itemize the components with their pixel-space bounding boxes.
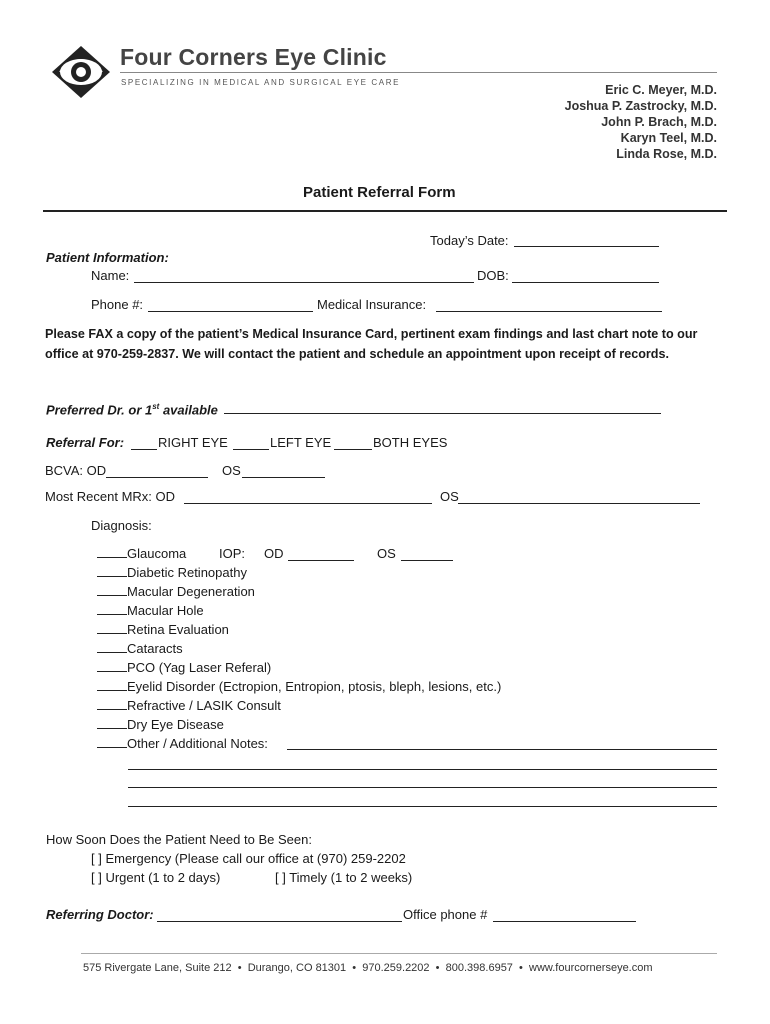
footer-website[interactable]: www.fourcornerseye.com [529, 962, 653, 974]
diagnosis-label: Dry Eye Disease [127, 717, 224, 732]
diagnosis-label: Macular Hole [127, 603, 204, 618]
diagnosis-item [97, 622, 229, 638]
diagnosis-heading: Diagnosis: [91, 518, 152, 533]
footer-city: Durango, CO 81301 [247, 962, 347, 974]
mrx-os-field[interactable] [458, 503, 700, 504]
left-eye-label: LEFT EYE [270, 435, 332, 450]
diagnosis-item [97, 603, 204, 619]
both-eyes-checkbox[interactable] [334, 449, 372, 450]
diagnosis-item [97, 641, 183, 657]
right-eye-checkbox[interactable] [131, 449, 157, 450]
clinic-logo-icon [50, 44, 112, 100]
referral-for-label: Referral For: [46, 435, 125, 450]
dob-field[interactable] [512, 282, 659, 283]
iop-os-field[interactable] [401, 560, 453, 561]
bcva-os-field[interactable] [242, 477, 325, 478]
mrx-od-field[interactable] [184, 503, 432, 504]
notes-line[interactable] [128, 806, 717, 807]
todays-date-field[interactable] [514, 246, 659, 247]
how-soon-heading: How Soon Does the Patient Need to Be Seen: [46, 832, 312, 847]
diagnosis-checkbox[interactable] [97, 622, 127, 634]
mrx-os-label: OS [440, 489, 459, 504]
diagnosis-label: Eyelid Disorder (Ectropion, Entropion, ptosis, bleph, lesions, etc.) [127, 679, 502, 694]
diagnosis-item [97, 660, 271, 676]
diagnosis-item [97, 584, 255, 600]
bullet-icon: • [516, 962, 526, 974]
title-rule [43, 210, 727, 212]
preferred-doctor-label: Preferred Dr. or 1st available [46, 402, 218, 418]
urgent-option[interactable]: [ ] Urgent (1 to 2 days) [91, 870, 221, 885]
iop-label: IOP: [219, 546, 246, 561]
timely-option[interactable]: [ ] Timely (1 to 2 weeks) [275, 870, 413, 885]
diagnosis-label: Glaucoma [127, 546, 187, 561]
notes-line[interactable] [128, 787, 717, 788]
diagnosis-checkbox[interactable] [97, 717, 127, 729]
right-eye-label: RIGHT EYE [158, 435, 228, 450]
footer-tollfree: 800.398.6957 [445, 962, 513, 974]
fax-notice: Please FAX a copy of the patient’s Medical Insurance Card, pertinent exam findings and last chart note to our office at 970-259-2837. We will contact the patient and schedule an appointment upon receipt of records. [45, 327, 698, 361]
diagnosis-item-other [97, 736, 268, 752]
diagnosis-checkbox[interactable] [97, 584, 127, 596]
form-title: Patient Referral Form [303, 184, 456, 201]
insurance-label: Medical Insurance: [317, 297, 427, 312]
diagnosis-label: Cataracts [127, 641, 183, 656]
diagnosis-item-glaucoma [97, 546, 186, 562]
patient-info-heading: Patient Information: [46, 250, 169, 265]
footer-rule [81, 953, 717, 954]
diagnosis-checkbox[interactable] [97, 679, 127, 691]
footer-phone: 970.259.2202 [362, 962, 430, 974]
notes-line[interactable] [287, 749, 717, 750]
diagnosis-label: PCO (Yag Laser Referal) [127, 660, 272, 675]
mrx-label: Most Recent MRx: OD [45, 489, 176, 504]
diagnosis-checkbox[interactable] [97, 565, 127, 577]
diagnosis-label: Macular Degeneration [127, 584, 255, 599]
clinic-tagline: SPECIALIZING IN MEDICAL AND SURGICAL EYE CARE [121, 78, 401, 87]
phone-label: Phone #: [91, 297, 144, 312]
iop-os-label: OS [377, 546, 396, 561]
diagnosis-item [97, 717, 224, 733]
name-field[interactable] [134, 282, 474, 283]
diagnosis-checkbox[interactable] [97, 641, 127, 653]
referring-doctor-field[interactable] [157, 921, 402, 922]
diagnosis-item [97, 679, 501, 695]
office-phone-field[interactable] [493, 921, 636, 922]
bcva-od-field[interactable] [106, 477, 208, 478]
notes-line[interactable] [128, 769, 717, 770]
preferred-doctor-field[interactable] [224, 413, 661, 414]
diagnosis-label: Refractive / LASIK Consult [127, 698, 281, 713]
doctor-name: Eric C. Meyer, M.D. [605, 83, 717, 97]
diagnosis-checkbox[interactable] [97, 660, 127, 672]
diagnosis-item [97, 565, 247, 581]
name-label: Name: [91, 268, 130, 283]
doctor-name: John P. Brach, M.D. [601, 115, 717, 129]
iop-od-field[interactable] [288, 560, 354, 561]
doctor-list [565, 82, 717, 162]
diagnosis-checkbox[interactable] [97, 736, 127, 748]
referring-doctor-label: Referring Doctor: [46, 907, 154, 922]
bcva-os-label: OS [222, 463, 241, 478]
footer-contact [83, 962, 653, 974]
emergency-option[interactable]: [ ] Emergency (Please call our office at (970) 259-2202 [91, 851, 406, 866]
diagnosis-label: Other / Additional Notes: [127, 736, 268, 751]
iop-od-label: OD [264, 546, 284, 561]
bullet-icon: • [432, 962, 443, 974]
diagnosis-checkbox[interactable] [97, 603, 127, 615]
diagnosis-checkbox[interactable] [97, 546, 127, 558]
clinic-name: Four Corners Eye Clinic [120, 44, 387, 70]
both-eyes-label: BOTH EYES [373, 435, 448, 450]
doctor-name: Karyn Teel, M.D. [620, 131, 717, 145]
footer-address: 575 Rivergate Lane, Suite 212 [83, 962, 232, 974]
office-phone-label: Office phone # [403, 907, 488, 922]
diagnosis-checkbox[interactable] [97, 698, 127, 710]
header-rule [120, 72, 717, 73]
diagnosis-label: Diabetic Retinopathy [127, 565, 247, 580]
doctor-name: Linda Rose, M.D. [616, 147, 717, 161]
bullet-icon: • [349, 962, 360, 974]
insurance-field[interactable] [436, 311, 662, 312]
diagnosis-item [97, 698, 281, 714]
left-eye-checkbox[interactable] [233, 449, 269, 450]
diagnosis-label: Retina Evaluation [127, 622, 229, 637]
dob-label: DOB: [477, 268, 509, 283]
bcva-label: BCVA: OD [45, 463, 107, 478]
phone-field[interactable] [148, 311, 313, 312]
bullet-icon: • [234, 962, 245, 974]
todays-date-label: Today’s Date: [430, 233, 509, 248]
doctor-name: Joshua P. Zastrocky, M.D. [564, 99, 717, 113]
